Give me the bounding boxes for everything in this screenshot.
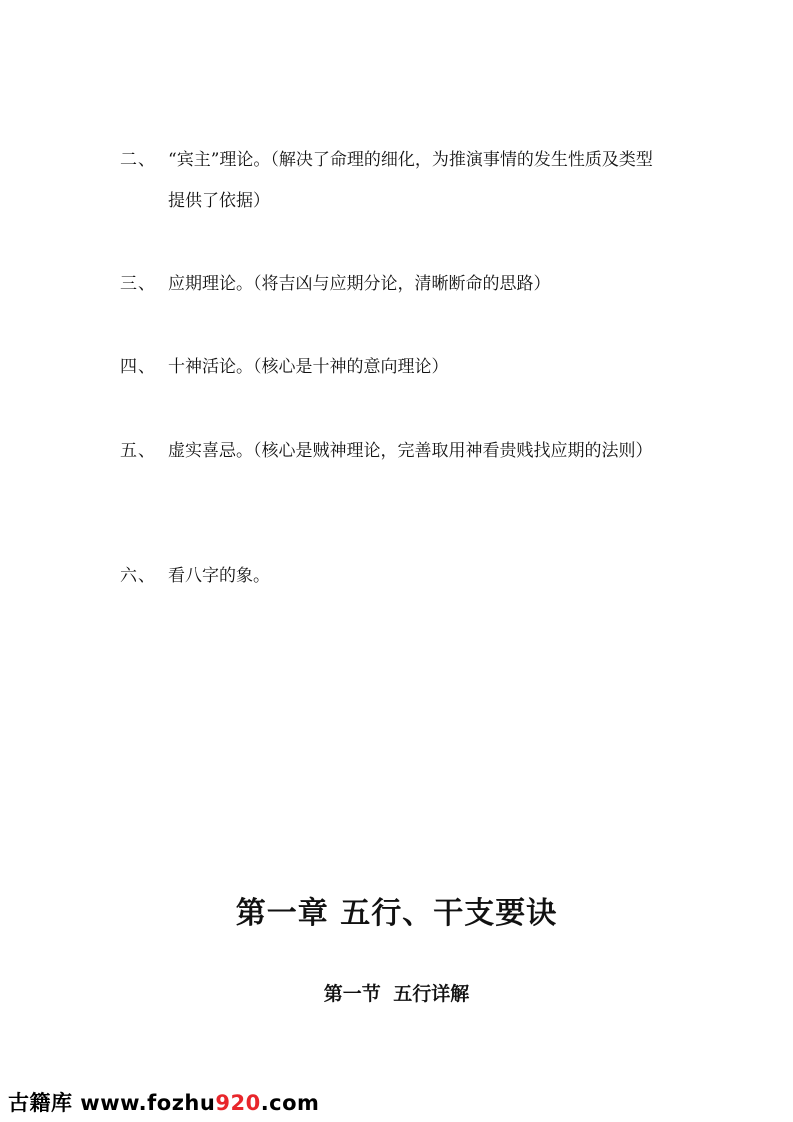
list-text: “宾主”理论。（解决了命理的细化，为推演事情的发生性质及类型提供了依据） (168, 150, 653, 211)
watermark-prefix: 古籍库 www.fozhu (8, 1091, 216, 1115)
watermark-suffix: .com (260, 1091, 320, 1115)
list-text: 十神活论。（核心是十神的意向理论） (168, 357, 449, 377)
list-text: 虚实喜忌。（核心是贼神理论，完善取用神看贵贱找应期的法则） (168, 441, 653, 461)
list-text: 应期理论。（将吉凶与应期分论，清晰断命的思路） (168, 274, 551, 294)
list-text: 看八字的象。 (168, 566, 270, 586)
watermark-highlight: 920 (215, 1091, 261, 1115)
list-number: 二、 (120, 150, 156, 170)
chapter-title: 第一章 五行、干支要诀 (235, 896, 558, 931)
list-number: 五、 (120, 441, 156, 461)
site-watermark (8, 1087, 319, 1117)
list-number: 三、 (120, 274, 156, 294)
section-title: 第一节 五行详解 (323, 983, 470, 1005)
list-number: 四、 (120, 357, 156, 377)
list-number: 六、 (120, 566, 156, 586)
